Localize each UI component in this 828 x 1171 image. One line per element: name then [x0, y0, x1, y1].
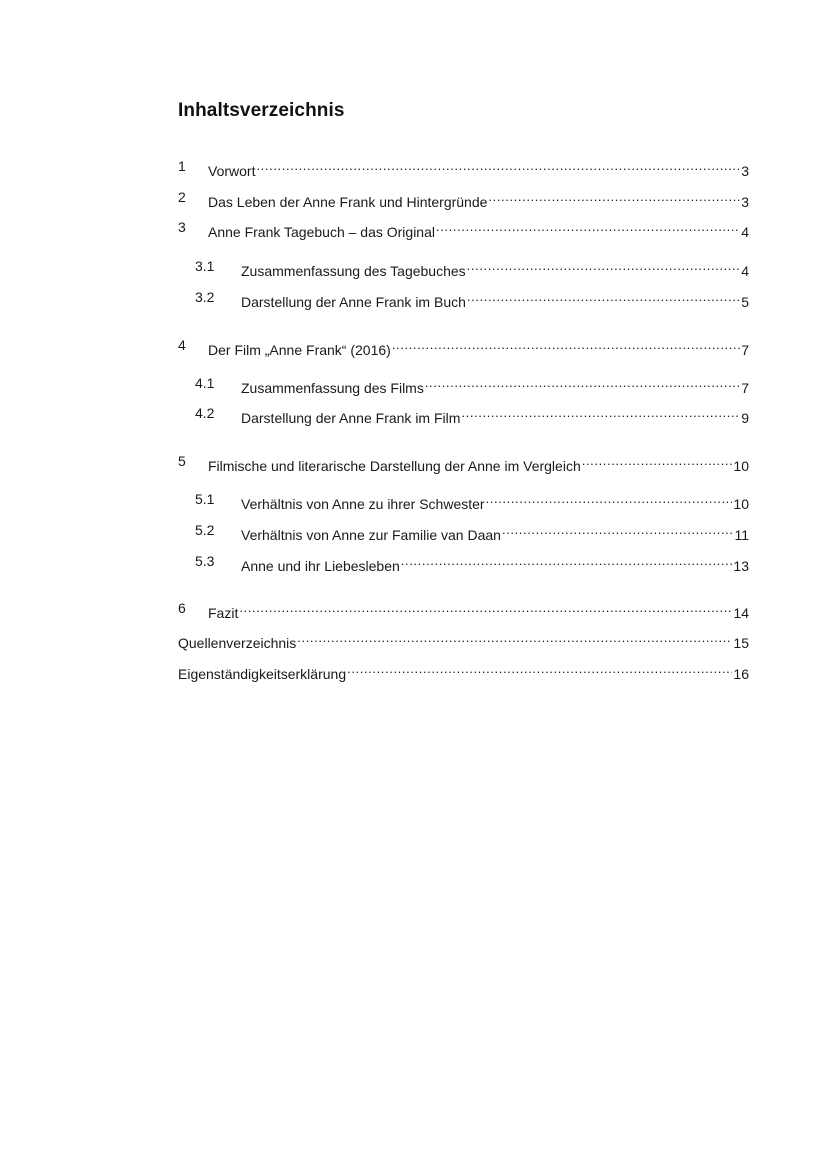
toc-entry-line — [241, 551, 749, 576]
toc-dot-leader — [488, 187, 740, 207]
toc-entry-page: 10 — [733, 496, 749, 512]
toc-entry-page: 10 — [733, 458, 749, 474]
toc-entry-title: Anne Frank Tagebuch – das Original — [208, 224, 435, 240]
toc-entry-number: 3.2 — [195, 289, 215, 305]
toc-entry-line — [208, 217, 749, 242]
toc-entry-page: 16 — [733, 666, 749, 682]
toc-dot-leader — [467, 256, 741, 276]
toc-entry[interactable] — [178, 628, 749, 651]
toc-entry-title: Darstellung der Anne Frank im Film — [241, 410, 461, 426]
toc-entry-number: 5.2 — [195, 522, 215, 538]
toc-entry-title: Zusammenfassung des Films — [241, 380, 424, 396]
toc-entry[interactable] — [178, 187, 749, 210]
toc-entry-line — [241, 520, 749, 545]
toc-entry-page: 14 — [733, 605, 749, 621]
toc-dot-leader — [461, 403, 740, 423]
toc-entry-page: 4 — [741, 224, 749, 240]
toc-dot-leader — [297, 628, 732, 648]
toc-entry-line — [208, 598, 749, 623]
toc-entry-title: Das Leben der Anne Frank und Hintergründe — [208, 194, 488, 210]
toc-entry-number: 3.1 — [195, 258, 215, 274]
toc-entry-title: Zusammenfassung des Tagebuches — [241, 263, 466, 279]
toc-dot-leader — [436, 217, 740, 237]
toc-heading: Inhaltsverzeichnis — [178, 100, 345, 121]
toc-entry[interactable] — [178, 156, 749, 179]
toc-entry[interactable] — [178, 659, 749, 682]
toc-entry-title: Quellenverzeichnis — [178, 635, 297, 651]
toc-entry[interactable] — [178, 451, 749, 474]
toc-entry-page: 11 — [734, 527, 749, 543]
toc-entry-page: 3 — [741, 163, 749, 179]
toc-entry[interactable] — [178, 403, 749, 426]
toc-entry-line — [178, 628, 749, 653]
toc-dot-leader — [256, 156, 740, 176]
toc-entry-page: 4 — [741, 263, 749, 279]
toc-entry-title: Vorwort — [208, 163, 256, 179]
toc-entry[interactable] — [178, 287, 749, 310]
toc-entry-line — [241, 403, 749, 428]
toc-dot-leader — [347, 659, 732, 679]
toc-entry-number: 4.2 — [195, 405, 215, 421]
toc-entry-number: 5.3 — [195, 553, 215, 569]
toc-dot-leader — [392, 335, 740, 355]
toc-entry-number: 4.1 — [195, 375, 215, 391]
toc-dot-leader — [239, 598, 732, 618]
toc-entry[interactable] — [178, 373, 749, 396]
toc-dot-leader — [502, 520, 734, 540]
toc-entry-number: 5.1 — [195, 491, 215, 507]
toc-entry-number: 3 — [178, 219, 186, 235]
toc-entry-number: 5 — [178, 453, 186, 469]
toc-entry-line — [208, 451, 749, 476]
toc-entry-line — [178, 659, 749, 684]
toc-entry-line — [241, 287, 749, 312]
toc-entry-page: 5 — [741, 294, 749, 310]
toc-entry-number: 6 — [178, 600, 186, 616]
toc-entry-title: Eigenständigkeitserklärung — [178, 666, 347, 682]
toc-entry-line — [241, 489, 749, 514]
toc-entry[interactable] — [178, 598, 749, 621]
toc-entry-page: 3 — [741, 194, 749, 210]
toc-entry-title: Verhältnis von Anne zur Familie van Daan — [241, 527, 501, 543]
toc-entry-line — [208, 156, 749, 181]
toc-dot-leader — [582, 451, 733, 471]
toc-entry-number: 4 — [178, 337, 186, 353]
toc-entry[interactable] — [178, 520, 749, 543]
toc-entry-title: Filmische und literarische Darstellung der Anne im Vergleich — [208, 458, 581, 474]
toc-entry-number: 1 — [178, 158, 186, 174]
toc-entry-title: Der Film „Anne Frank“ (2016) — [208, 342, 391, 358]
toc-entry-page: 15 — [733, 635, 749, 651]
toc-entry-number: 2 — [178, 189, 186, 205]
toc-entry[interactable] — [178, 256, 749, 279]
toc-entry-page: 13 — [733, 558, 749, 574]
toc-entry-title: Verhältnis von Anne zu ihrer Schwester — [241, 496, 485, 512]
toc-entry[interactable] — [178, 217, 749, 240]
toc-entry-title: Darstellung der Anne Frank im Buch — [241, 294, 466, 310]
toc-entry-page: 7 — [741, 380, 749, 396]
toc-entry-title: Fazit — [208, 605, 239, 621]
toc-entry[interactable] — [178, 335, 749, 358]
toc-entry-line — [208, 187, 749, 212]
toc-entry[interactable] — [178, 489, 749, 512]
toc-entry-title: Anne und ihr Liebesleben — [241, 558, 400, 574]
toc-dot-leader — [401, 551, 733, 571]
toc-dot-leader — [467, 287, 740, 307]
toc-entry-page: 7 — [741, 342, 749, 358]
toc-entry-line — [208, 335, 749, 360]
toc-entry[interactable] — [178, 551, 749, 574]
toc-dot-leader — [486, 489, 733, 509]
toc-entry-page: 9 — [741, 410, 749, 426]
toc-dot-leader — [425, 373, 740, 393]
toc-entry-line — [241, 256, 749, 281]
toc-entry-line — [241, 373, 749, 398]
